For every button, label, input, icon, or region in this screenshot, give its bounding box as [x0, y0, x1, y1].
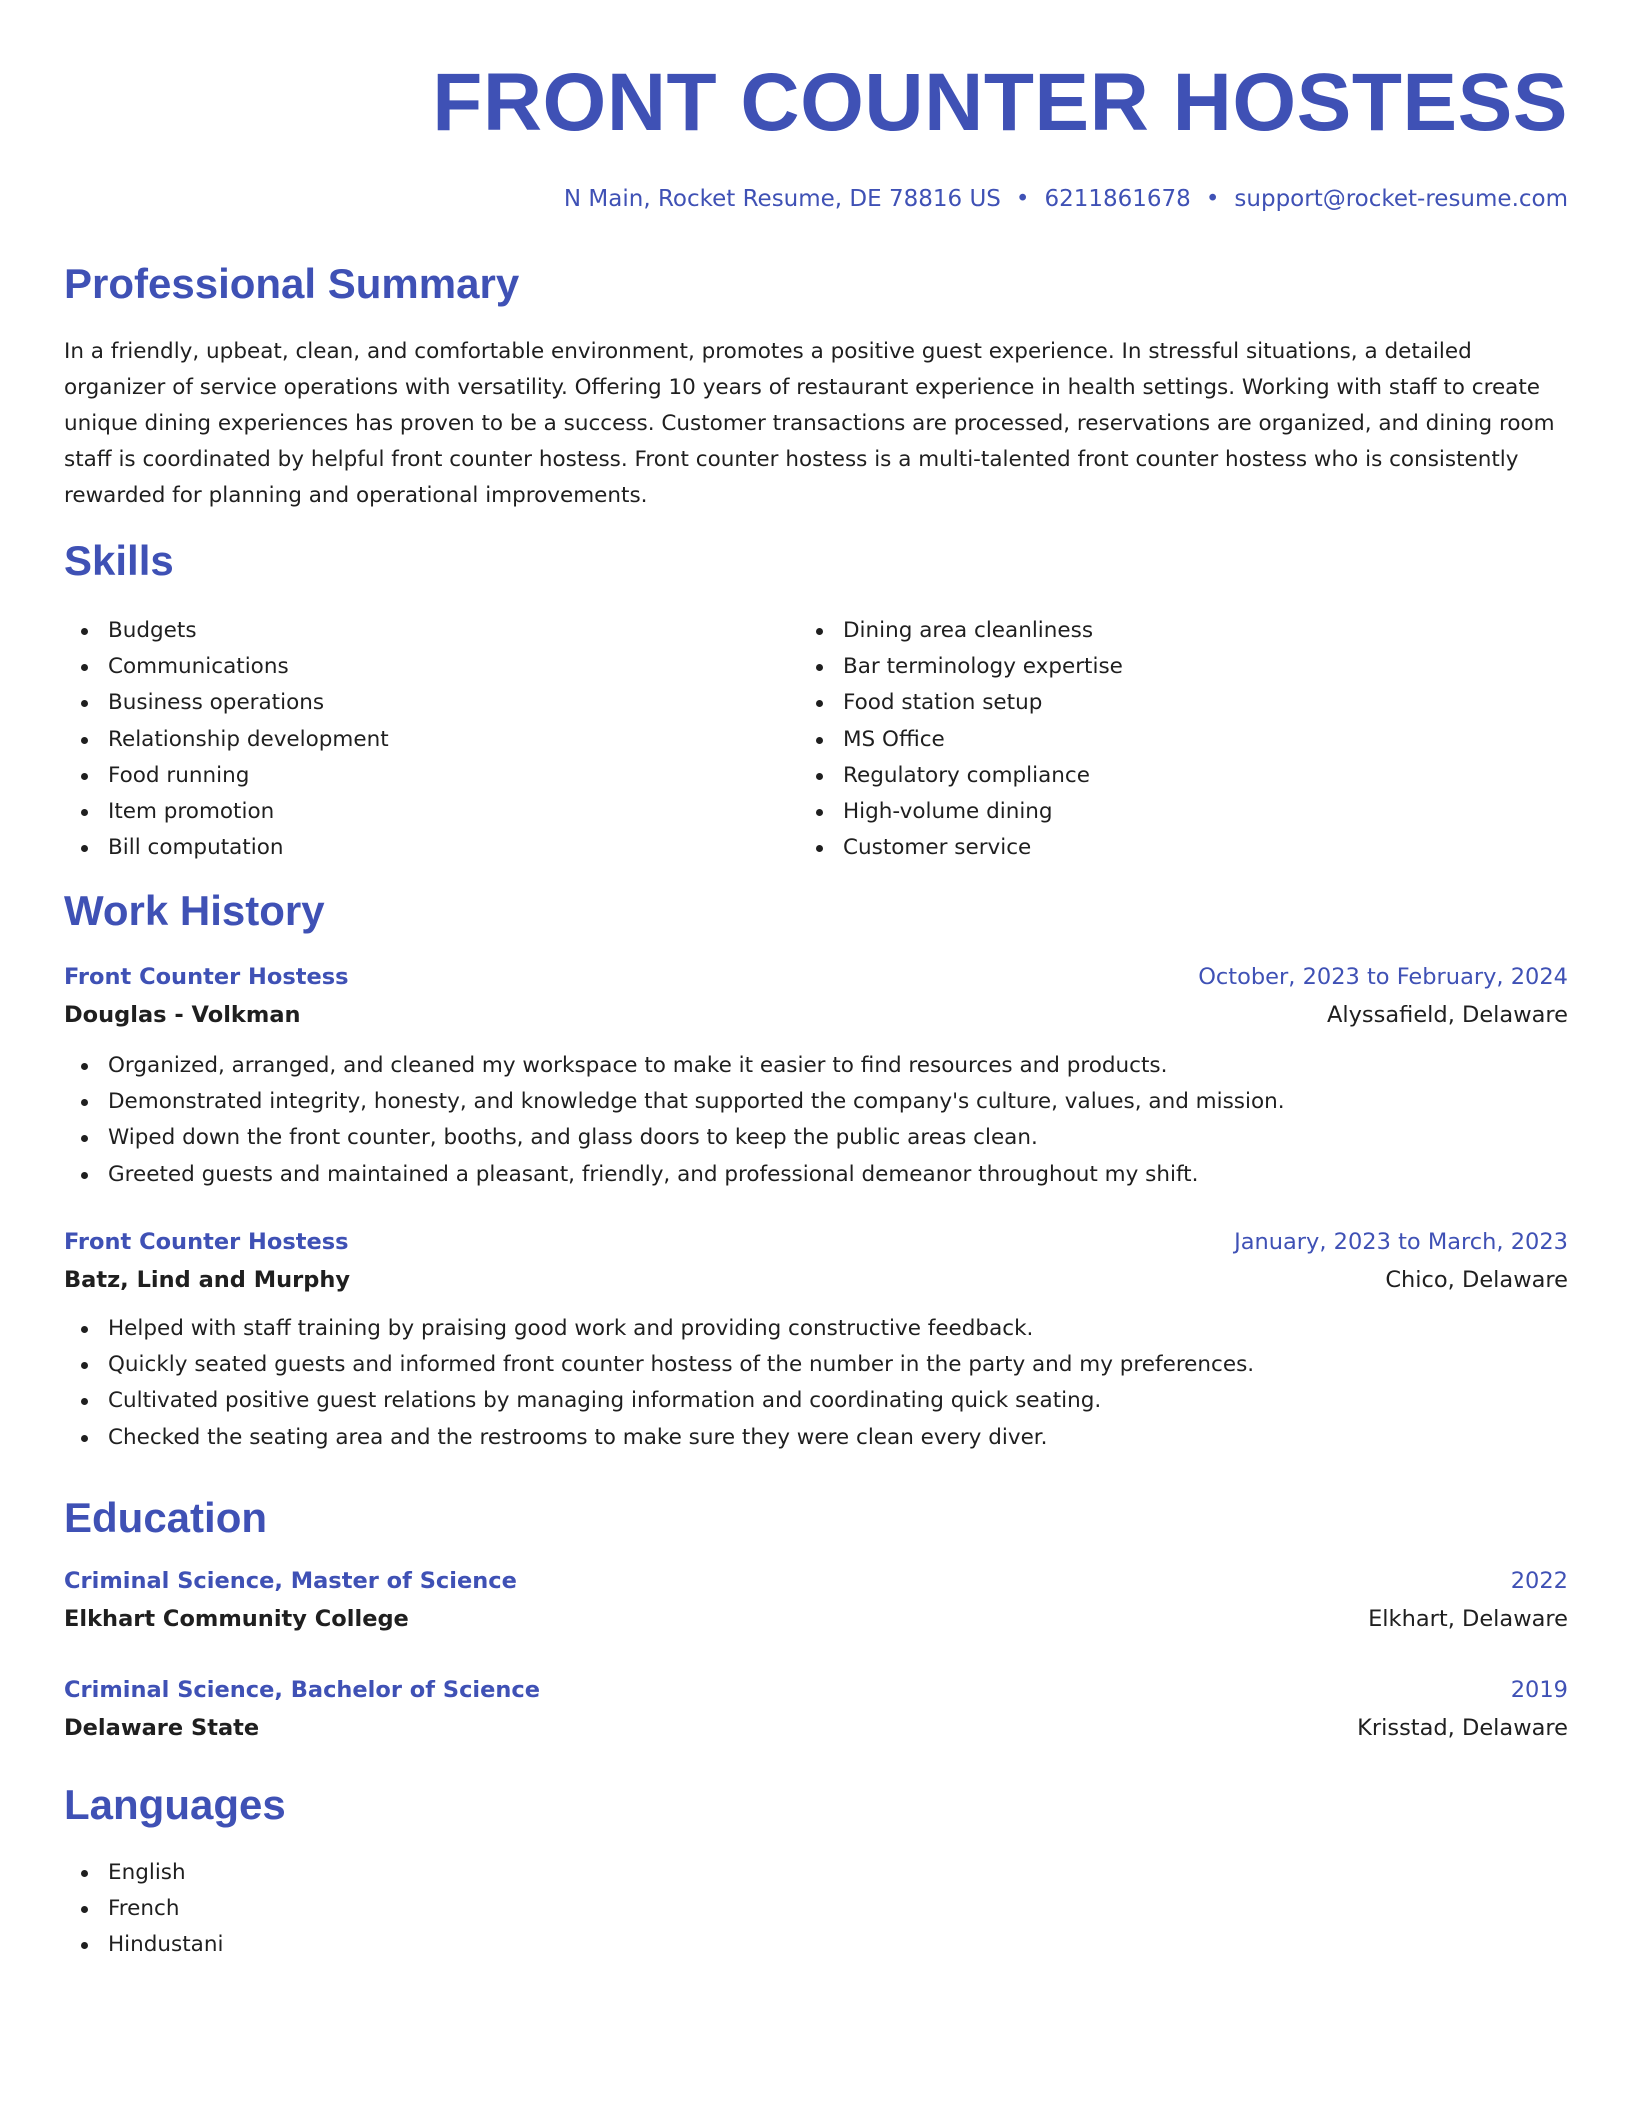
job-bullet: Quickly seated guests and informed front counter hostess of the number in the party and my preferences.: [64, 1347, 1568, 1383]
summary-text: In a friendly, upbeat, clean, and comfortable environment, promotes a positive guest experience. In stressful situations, a detailed organizer of service operations with versatility. Offering 10 years of restaurant experience in health settings. Working with staff to create unique dining experiences has proven to be a success. Customer transactions are processed, reservations are organized, and dining room staff is coordinated by helpful front counter hostess. Front counter hostess is a multi-talented front counter hostess who is consistently rewarded for planning and operational improvements.: [64, 339, 1555, 508]
education-degree-row: [64, 1671, 1568, 1709]
job-location: Chico, Delaware: [1385, 1267, 1568, 1293]
education-year: 2019: [1510, 1677, 1568, 1703]
languages-block: [64, 1855, 1568, 1964]
language-item: French: [64, 1891, 1568, 1927]
education-degree-row: [64, 1562, 1568, 1600]
job-bullet: Demonstrated integrity, honesty, and knowledge that supported the company's culture, values, and mission.: [64, 1084, 1568, 1120]
education-school-row: [64, 1709, 1568, 1747]
job-dates: January, 2023 to March, 2023: [1234, 1229, 1568, 1255]
skill-item: MS Office: [799, 722, 1519, 758]
contact-separator: •: [1015, 186, 1030, 212]
education-location: Elkhart, Delaware: [1368, 1606, 1568, 1632]
job-entry: [64, 958, 1568, 1193]
job-dates: October, 2023 to February, 2024: [1198, 964, 1568, 990]
job-bullet: Cultivated positive guest relations by managing information and coordinating quick seating.: [64, 1383, 1568, 1419]
skill-item: Item promotion: [64, 794, 784, 830]
section-title-languages: Languages: [64, 1781, 286, 1828]
contact-separator: •: [1205, 186, 1220, 212]
job-company-row: [64, 996, 1568, 1034]
skill-item: Budgets: [64, 613, 784, 649]
education-entry: [64, 1671, 1568, 1747]
education-entry: [64, 1562, 1568, 1638]
section-title-skills: Skills: [64, 537, 174, 584]
skill-item: Regulatory compliance: [799, 758, 1519, 794]
skill-item: Relationship development: [64, 722, 784, 758]
job-entry: [64, 1223, 1568, 1456]
skill-item: Customer service: [799, 830, 1519, 866]
languages-list: [64, 1855, 1568, 1964]
contact-address: N Main, Rocket Resume, DE 78816 US: [563, 186, 1001, 212]
contact-phone: 6211861678: [1044, 186, 1191, 212]
job-company-row: [64, 1261, 1568, 1299]
skill-item: Business operations: [64, 685, 784, 721]
job-bullet: Checked the seating area and the restrooms to make sure they were clean every diver.: [64, 1420, 1568, 1456]
section-title-summary: Professional Summary: [64, 260, 520, 307]
skill-item: Food running: [64, 758, 784, 794]
contact-email: support@rocket-resume.com: [1234, 186, 1568, 212]
language-item: Hindustani: [64, 1927, 1568, 1963]
skills-list-right: [799, 613, 1519, 866]
education-year: 2022: [1510, 1568, 1568, 1594]
education-location: Krisstad, Delaware: [1357, 1715, 1568, 1741]
skill-item: Food station setup: [799, 685, 1519, 721]
education-school: Delaware State: [64, 1715, 260, 1741]
job-company: Batz, Lind and Murphy: [64, 1267, 351, 1293]
skill-item: Bill computation: [64, 830, 784, 866]
job-title-row: [64, 958, 1568, 996]
job-bullet: Helped with staff training by praising good work and providing constructive feedback.: [64, 1311, 1568, 1347]
education-school: Elkhart Community College: [64, 1606, 409, 1632]
education-degree: Criminal Science, Master of Science: [64, 1568, 517, 1594]
job-bullets: [64, 1048, 1568, 1193]
job-bullet: Greeted guests and maintained a pleasant, friendly, and professional demeanor throughout my shift.: [64, 1157, 1568, 1193]
skill-item: Dining area cleanliness: [799, 613, 1519, 649]
job-title: Front Counter Hostess: [64, 964, 349, 990]
contact-line: [564, 184, 1568, 214]
education-school-row: [64, 1600, 1568, 1638]
job-location: Alyssafield, Delaware: [1326, 1002, 1568, 1028]
skill-item: Communications: [64, 649, 784, 685]
skill-item: High-volume dining: [799, 794, 1519, 830]
job-bullet: Organized, arranged, and cleaned my workspace to make it easier to find resources and products.: [64, 1048, 1568, 1084]
job-bullets: [64, 1311, 1568, 1456]
job-bullet: Wiped down the front counter, booths, and glass doors to keep the public areas clean.: [64, 1120, 1568, 1156]
resume-name: FRONT COUNTER HOSTESS: [432, 57, 1568, 148]
skill-item: Bar terminology expertise: [799, 649, 1519, 685]
skills-column-right: [799, 613, 1519, 866]
job-company: Douglas - Volkman: [64, 1002, 301, 1028]
skills-list-left: [64, 613, 784, 866]
section-title-education: Education: [64, 1494, 268, 1541]
job-title-row: [64, 1223, 1568, 1261]
language-item: English: [64, 1855, 1568, 1891]
education-degree: Criminal Science, Bachelor of Science: [64, 1677, 540, 1703]
skills-column-left: [64, 613, 784, 866]
job-title: Front Counter Hostess: [64, 1229, 349, 1255]
section-title-work-history: Work History: [64, 887, 325, 934]
